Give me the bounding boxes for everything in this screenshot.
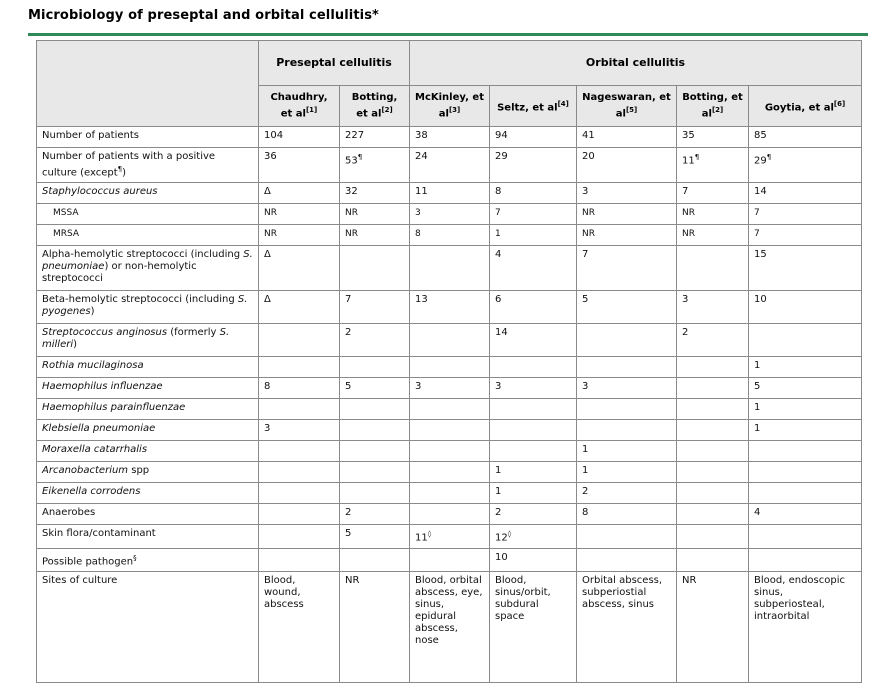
- table-cell: [340, 246, 410, 291]
- table-cell: NR: [259, 225, 340, 246]
- table-cell: 36: [259, 148, 340, 183]
- table-row: [37, 504, 862, 525]
- table-row: [37, 127, 862, 148]
- table-cell: 53¶: [340, 148, 410, 183]
- table-cell: NR: [577, 225, 677, 246]
- table-cell: 8: [577, 504, 677, 525]
- header-blank-cell: [37, 41, 259, 127]
- table-row: [37, 357, 862, 378]
- table-row: [37, 183, 862, 204]
- table-cell: 7: [577, 246, 677, 291]
- table-cell: NR: [677, 204, 749, 225]
- table-row: [37, 378, 862, 399]
- row-label: Haemophilus parainfluenzae: [37, 399, 259, 420]
- table-cell: 12◊: [490, 525, 577, 548]
- table-row: [37, 483, 862, 504]
- row-label: Alpha-hemolytic streptococci (including S. pneumoniae) or non-hemolytic streptococci: [37, 246, 259, 291]
- table-cell: [749, 324, 862, 357]
- table-cell: [410, 462, 490, 483]
- table-cell: NR: [340, 204, 410, 225]
- table-cell: 104: [259, 127, 340, 148]
- row-label: Possible pathogen§: [37, 548, 259, 571]
- row-label: Beta-hemolytic streptococci (including S. pyogenes): [37, 291, 259, 324]
- table-cell: 14: [749, 183, 862, 204]
- table-cell: 2: [577, 483, 677, 504]
- table-cell: Blood, wound, abscess: [259, 571, 340, 682]
- table-cell: 1: [577, 462, 677, 483]
- table-cell: 1: [490, 225, 577, 246]
- table-cell: [259, 399, 340, 420]
- table-cell: [677, 399, 749, 420]
- table-cell: [677, 378, 749, 399]
- table-cell: 85: [749, 127, 862, 148]
- table-cell: [677, 548, 749, 571]
- row-label: Staphylococcus aureus: [37, 183, 259, 204]
- table-cell: [410, 548, 490, 571]
- row-label: Number of patients with a positive culture (except¶): [37, 148, 259, 183]
- column-header-nageswaran: Nageswaran, et al[5]: [577, 86, 677, 127]
- group-header-preseptal: Preseptal cellulitis: [259, 41, 410, 86]
- table-cell: 38: [410, 127, 490, 148]
- row-label: Anaerobes: [37, 504, 259, 525]
- table-cell: 10: [749, 291, 862, 324]
- row-label: Arcanobacterium spp: [37, 462, 259, 483]
- table-cell: [410, 246, 490, 291]
- table-cell: [577, 399, 677, 420]
- table-cell: [677, 246, 749, 291]
- table-cell: 11◊: [410, 525, 490, 548]
- table-cell: 8: [259, 378, 340, 399]
- table-cell: 3: [677, 291, 749, 324]
- table-row: [37, 441, 862, 462]
- table-cell: Δ: [259, 291, 340, 324]
- table-cell: NR: [340, 225, 410, 246]
- table-cell: 227: [340, 127, 410, 148]
- table-cell: 7: [340, 291, 410, 324]
- table-cell: 29¶: [749, 148, 862, 183]
- table-cell: [677, 357, 749, 378]
- table-cell: 3: [410, 378, 490, 399]
- table-cell: [259, 324, 340, 357]
- table-cell: 7: [749, 225, 862, 246]
- table-cell: Blood, sinus/orbit, subdural space: [490, 571, 577, 682]
- table-row: [37, 462, 862, 483]
- table-cell: [490, 357, 577, 378]
- table-cell: [410, 420, 490, 441]
- table-cell: 1: [749, 357, 862, 378]
- table-cell: 5: [340, 378, 410, 399]
- table-cell: 1: [749, 420, 862, 441]
- row-label: Haemophilus influenzae: [37, 378, 259, 399]
- row-label: Sites of culture: [37, 571, 259, 682]
- row-label: Klebsiella pneumoniae: [37, 420, 259, 441]
- column-header-botting-preseptal: Botting, et al[2]: [340, 86, 410, 127]
- table-cell: [410, 357, 490, 378]
- table-cell: Blood, endoscopic sinus, subperiosteal, intraorbital: [749, 571, 862, 682]
- table-cell: [259, 525, 340, 548]
- table-cell: 1: [749, 399, 862, 420]
- table-row: [37, 246, 862, 291]
- table-row: [37, 148, 862, 183]
- table-cell: 15: [749, 246, 862, 291]
- table-cell: 14: [490, 324, 577, 357]
- table-cell: [577, 420, 677, 441]
- table-cell: [577, 548, 677, 571]
- table-cell: 2: [340, 324, 410, 357]
- table-cell: [490, 399, 577, 420]
- row-label: Rothia mucilaginosa: [37, 357, 259, 378]
- table-cell: [340, 483, 410, 504]
- table-cell: 1: [577, 441, 677, 462]
- table-cell: [677, 525, 749, 548]
- table-cell: [410, 441, 490, 462]
- page-title: Microbiology of preseptal and orbital cellulitis*: [28, 8, 379, 23]
- group-header-orbital: Orbital cellulitis: [410, 41, 862, 86]
- table-row: [37, 225, 862, 246]
- table-cell: 8: [410, 225, 490, 246]
- row-label: Skin flora/contaminant: [37, 525, 259, 548]
- table-cell: 5: [340, 525, 410, 548]
- table-cell: 2: [677, 324, 749, 357]
- table-cell: 41: [577, 127, 677, 148]
- table-cell: NR: [577, 204, 677, 225]
- table-cell: [340, 462, 410, 483]
- table-cell: 20: [577, 148, 677, 183]
- table-cell: 10: [490, 548, 577, 571]
- column-header-chaudhry: Chaudhry, et al[1]: [259, 86, 340, 127]
- table-cell: [677, 504, 749, 525]
- row-label: Eikenella corrodens: [37, 483, 259, 504]
- table-cell: 1: [490, 462, 577, 483]
- table-cell: [749, 462, 862, 483]
- table-cell: [259, 357, 340, 378]
- table-cell: [259, 441, 340, 462]
- table-cell: [340, 399, 410, 420]
- table-cell: 3: [490, 378, 577, 399]
- table-row: [37, 204, 862, 225]
- table-row: [37, 548, 862, 571]
- row-label: Moraxella catarrhalis: [37, 441, 259, 462]
- column-header-botting-orbital: Botting, et al[2]: [677, 86, 749, 127]
- table-cell: 5: [577, 291, 677, 324]
- table-cell: Blood, orbital abscess, eye, sinus, epidural abscess, nose: [410, 571, 490, 682]
- table-cell: [677, 462, 749, 483]
- table-cell: [677, 441, 749, 462]
- table-cell: 11: [410, 183, 490, 204]
- table-cell: [259, 548, 340, 571]
- table-row: [37, 525, 862, 548]
- table-row: [37, 324, 862, 357]
- table-cell: 2: [490, 504, 577, 525]
- row-label: Streptococcus anginosus (formerly S. milleri): [37, 324, 259, 357]
- table-cell: [410, 504, 490, 525]
- table-cell: [577, 525, 677, 548]
- table-cell: NR: [340, 571, 410, 682]
- table-cell: [490, 441, 577, 462]
- title-divider: [28, 33, 868, 36]
- column-header-seltz: Seltz, et al[4]: [490, 86, 577, 127]
- table-cell: 29: [490, 148, 577, 183]
- table-cell: 13: [410, 291, 490, 324]
- table-row: [37, 291, 862, 324]
- table-cell: 6: [490, 291, 577, 324]
- table-cell: 2: [340, 504, 410, 525]
- table-row: [37, 571, 862, 682]
- table-cell: Δ: [259, 183, 340, 204]
- table-cell: NR: [677, 225, 749, 246]
- table-cell: [340, 357, 410, 378]
- table-cell: 5: [749, 378, 862, 399]
- table-cell: 7: [677, 183, 749, 204]
- table-cell: [340, 548, 410, 571]
- table-cell: 3: [577, 183, 677, 204]
- table-cell: [340, 420, 410, 441]
- table-cell: NR: [677, 571, 749, 682]
- row-label: MRSA: [37, 225, 259, 246]
- table-cell: [749, 483, 862, 504]
- column-header-mckinley: McKinley, et al[3]: [410, 86, 490, 127]
- table-cell: [259, 483, 340, 504]
- row-label: MSSA: [37, 204, 259, 225]
- table-row: [37, 399, 862, 420]
- table-cell: [749, 441, 862, 462]
- table-cell: [577, 357, 677, 378]
- table-cell: 94: [490, 127, 577, 148]
- table-cell: 3: [410, 204, 490, 225]
- table-cell: Orbital abscess, subperiostial abscess, sinus: [577, 571, 677, 682]
- table-cell: [259, 462, 340, 483]
- table-cell: [410, 399, 490, 420]
- column-header-goytia: Goytia, et al[6]: [749, 86, 862, 127]
- table-cell: 24: [410, 148, 490, 183]
- table-cell: [577, 324, 677, 357]
- table-cell: 7: [490, 204, 577, 225]
- table-cell: 4: [749, 504, 862, 525]
- table-cell: [259, 504, 340, 525]
- table-cell: 3: [259, 420, 340, 441]
- table-cell: [410, 483, 490, 504]
- table-cell: [749, 548, 862, 571]
- table-cell: [410, 324, 490, 357]
- table-cell: 3: [577, 378, 677, 399]
- table-cell: 4: [490, 246, 577, 291]
- table-cell: Δ: [259, 246, 340, 291]
- table-cell: [340, 441, 410, 462]
- table-cell: [677, 483, 749, 504]
- table-cell: 1: [490, 483, 577, 504]
- table-cell: 35: [677, 127, 749, 148]
- microbiology-table: [36, 40, 862, 683]
- table-cell: 32: [340, 183, 410, 204]
- table-cell: 7: [749, 204, 862, 225]
- table-cell: [677, 420, 749, 441]
- table-cell: 8: [490, 183, 577, 204]
- table-row: [37, 420, 862, 441]
- table-cell: 11¶: [677, 148, 749, 183]
- row-label: Number of patients: [37, 127, 259, 148]
- table-cell: [749, 525, 862, 548]
- table-cell: NR: [259, 204, 340, 225]
- table-cell: [490, 420, 577, 441]
